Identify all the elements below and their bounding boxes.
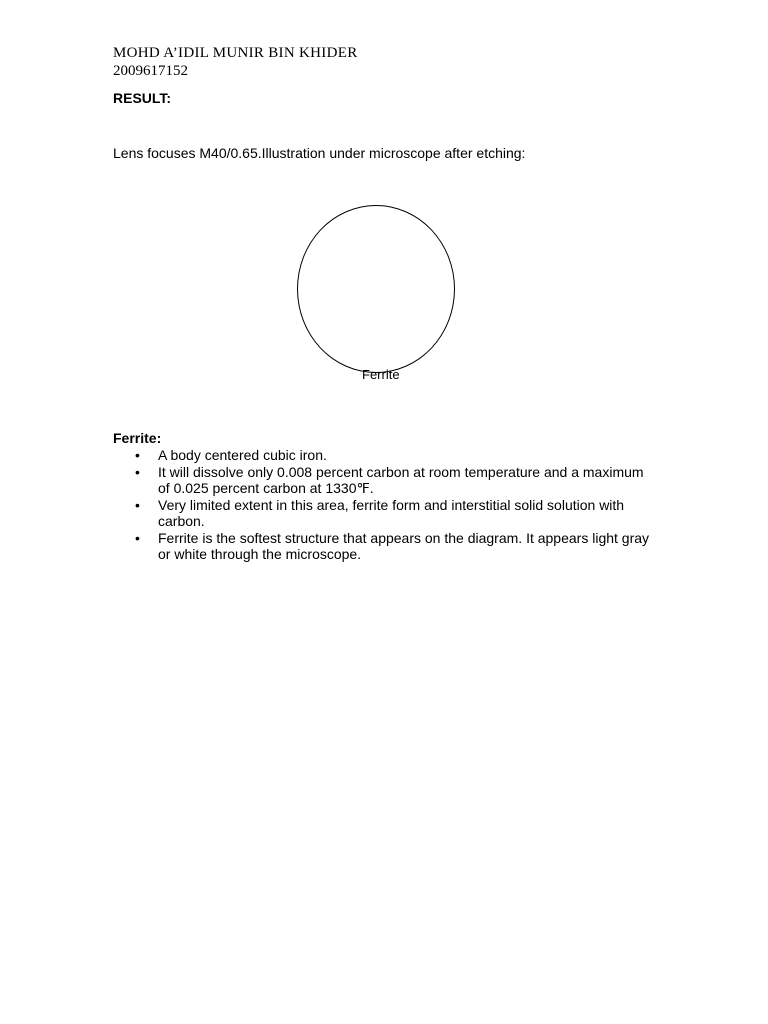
list-item-text: Ferrite is the softest structure that appears on the diagram. It appears light gray or white through the microscope.: [158, 529, 650, 562]
list-item: [113, 497, 658, 530]
ferrite-heading: Ferrite:: [113, 430, 162, 446]
figure-label: Ferrite: [362, 367, 400, 382]
result-heading: RESULT:: [113, 90, 172, 106]
list-item: [113, 464, 658, 497]
author-name: MOHD A’IDIL MUNIR BIN KHIDER: [113, 45, 358, 61]
bullet-icon: •: [135, 447, 140, 463]
bullet-icon: •: [135, 529, 140, 546]
ferrite-bullet-list: [113, 447, 673, 563]
result-intro: Lens focuses M40/0.65.Illustration under microscope after etching:: [113, 145, 526, 161]
list-item-text: A body centered cubic iron.: [158, 447, 327, 463]
list-item: [113, 447, 658, 464]
list-item-text: It will dissolve only 0.008 percent carbon at room temperature and a maximum of 0.025 percent carbon at 1330℉.: [158, 463, 644, 496]
student-id: 2009617152: [113, 63, 188, 79]
bullet-icon: •: [135, 463, 140, 480]
list-item-text: Very limited extent in this area, ferrite form and interstitial solid solution with carbon.: [158, 496, 625, 529]
microscope-circle: [297, 205, 455, 373]
list-item: [113, 530, 658, 563]
bullet-icon: •: [135, 496, 140, 513]
